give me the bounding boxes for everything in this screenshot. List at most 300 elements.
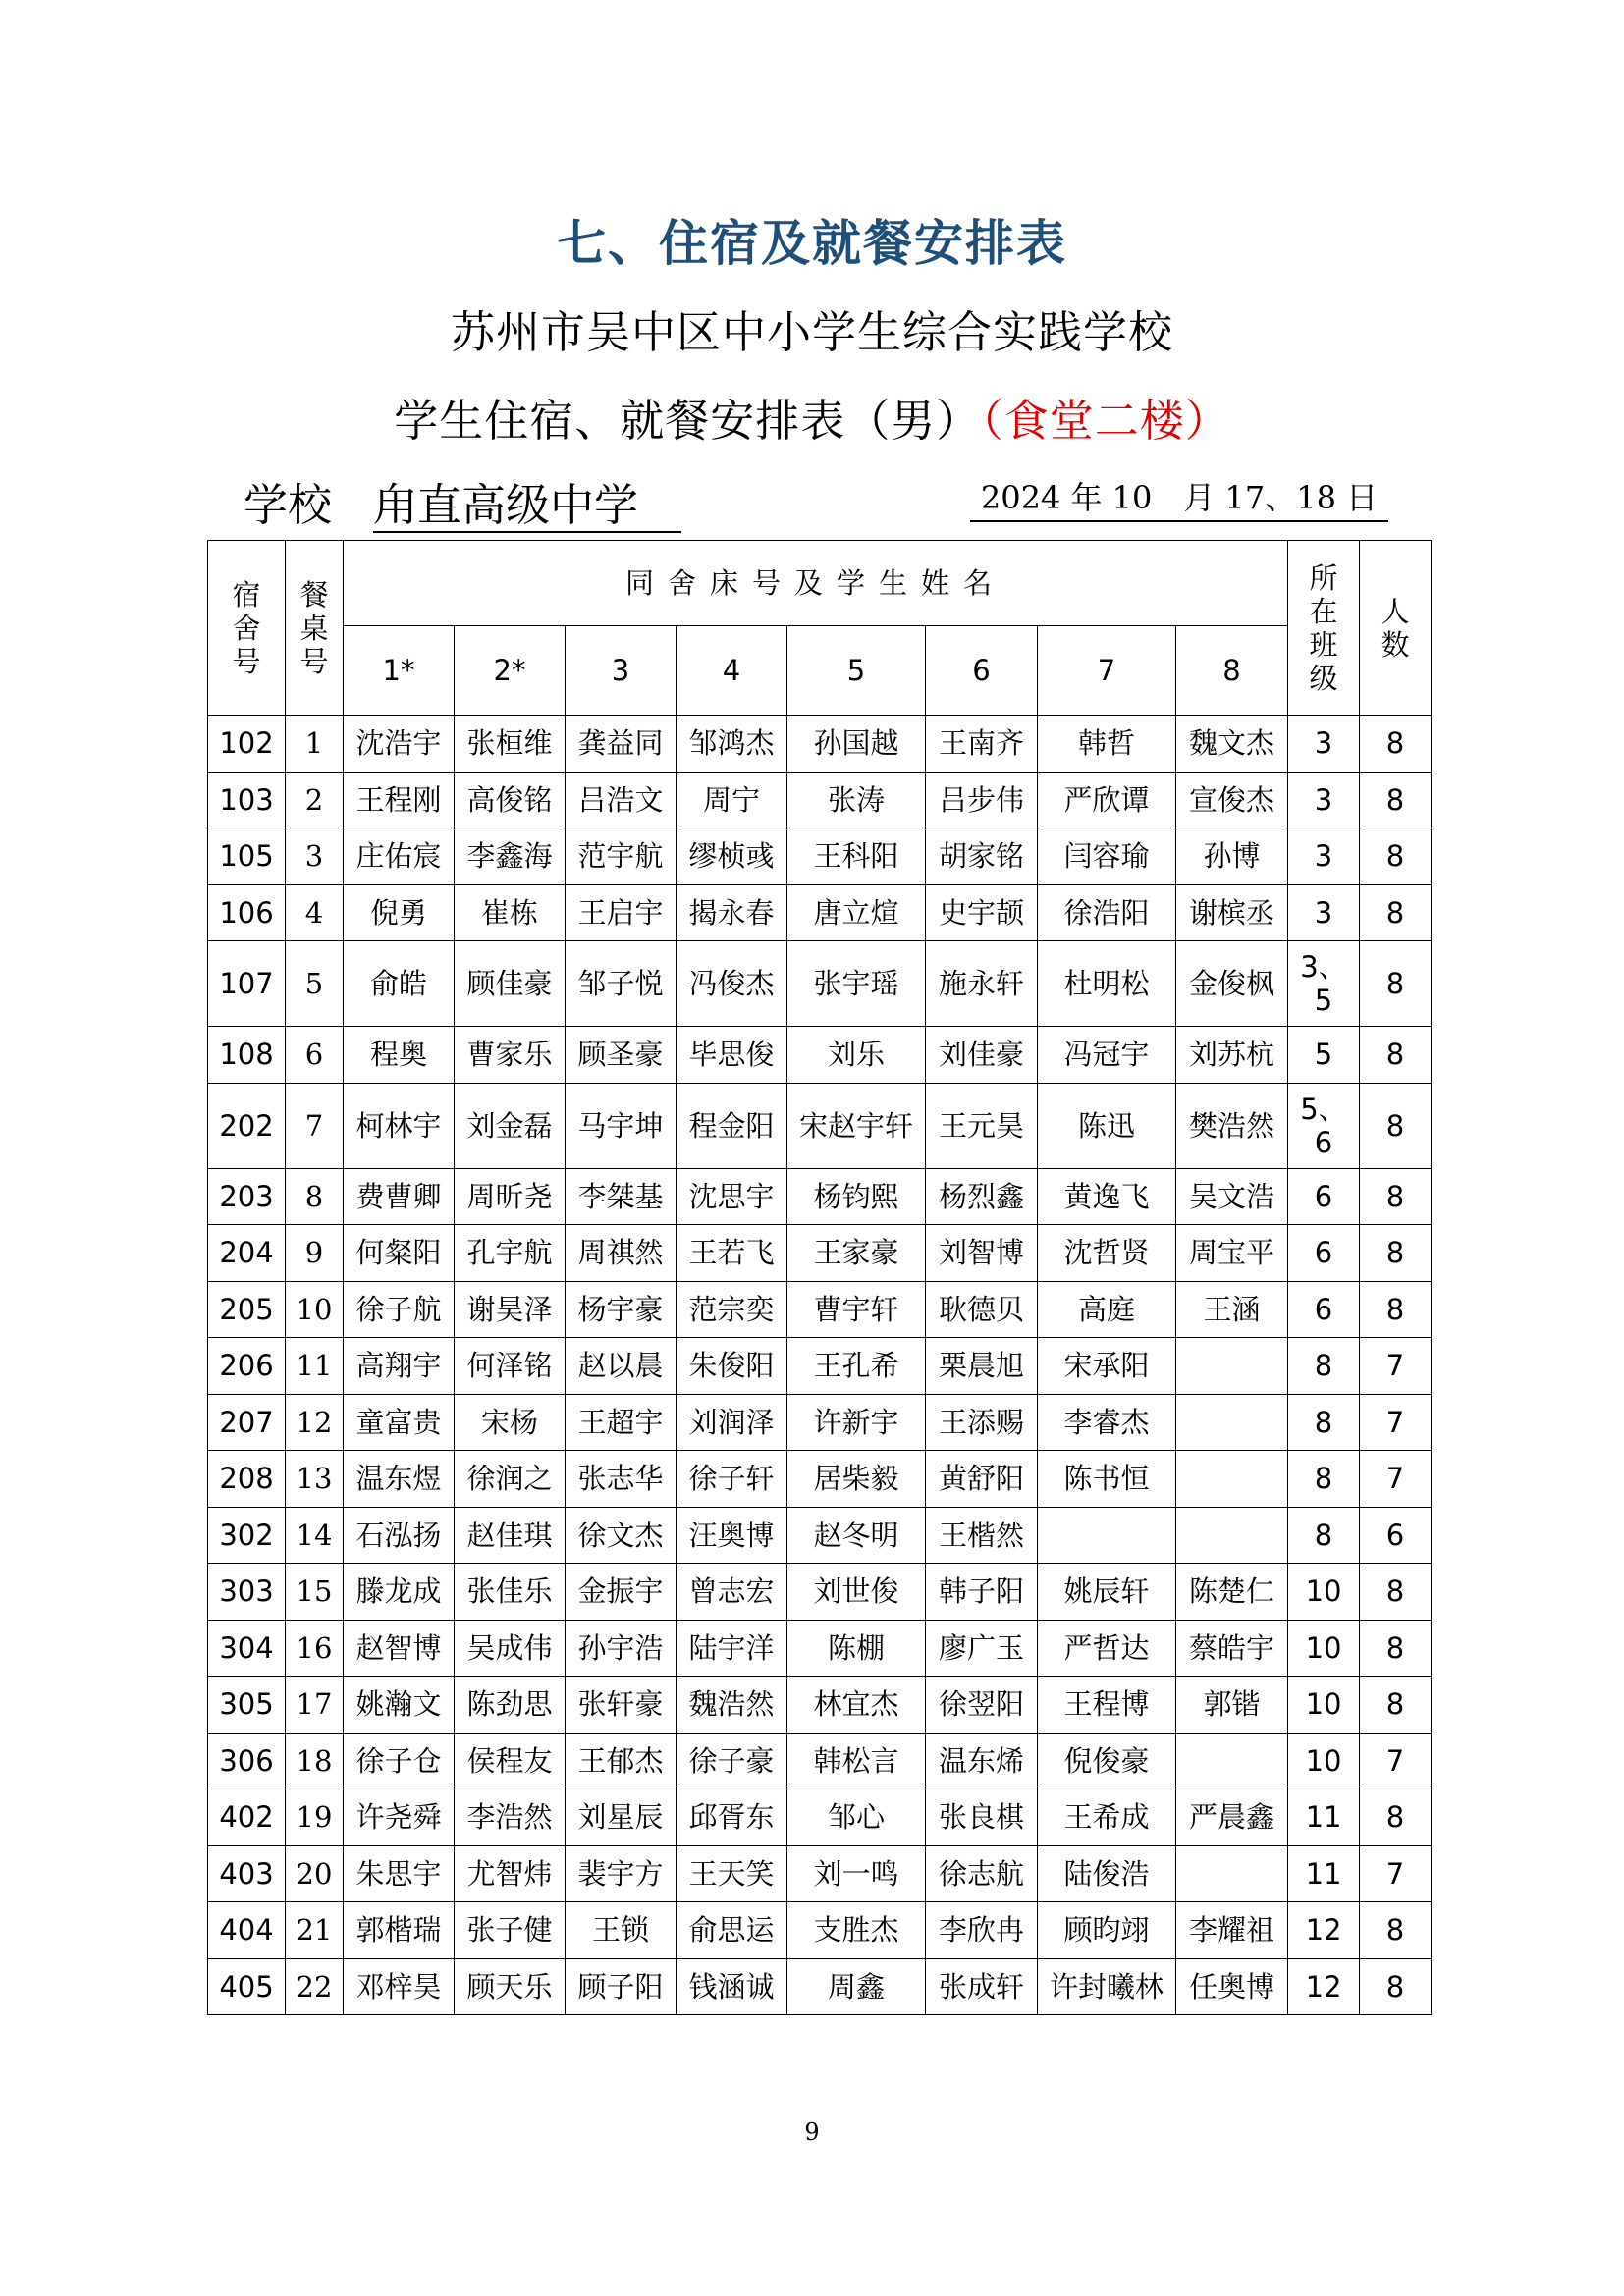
student-name: 范宗奕 (677, 1281, 787, 1338)
table-row (208, 1789, 1432, 1846)
student-name: 徐志航 (926, 1845, 1038, 1902)
header-count (1360, 541, 1432, 716)
student-name: 温东煜 (344, 1451, 455, 1508)
student-name: 赵佳琪 (455, 1507, 566, 1564)
student-name: 徐文杰 (566, 1507, 677, 1564)
student-name: 何粲阳 (344, 1225, 455, 1282)
table-row (208, 1507, 1432, 1564)
table-row (208, 884, 1432, 941)
table-row (208, 1225, 1432, 1282)
student-count: 8 (1360, 1083, 1432, 1168)
class-number: 10 (1288, 1564, 1360, 1621)
student-name: 刘金磊 (455, 1083, 566, 1168)
student-name: 邓梓昊 (344, 1958, 455, 2015)
student-count: 8 (1360, 1168, 1432, 1225)
student-name: 周宝平 (1176, 1225, 1288, 1282)
student-name: 赵冬明 (787, 1507, 926, 1564)
student-name: 许尧舜 (344, 1789, 455, 1846)
student-name (1176, 1733, 1288, 1789)
class-number: 10 (1288, 1620, 1360, 1677)
student-name: 李浩然 (455, 1789, 566, 1846)
student-name: 金振宇 (566, 1564, 677, 1621)
student-name: 胡家铭 (926, 828, 1038, 885)
student-count: 7 (1360, 1394, 1432, 1451)
student-name: 宋承阳 (1038, 1338, 1176, 1395)
dorm-number: 404 (208, 1902, 286, 1959)
student-name: 邱胥东 (677, 1789, 787, 1846)
student-name: 顾子阳 (566, 1958, 677, 2015)
table-row (208, 1168, 1432, 1225)
student-name: 刘乐 (787, 1027, 926, 1084)
student-count: 6 (1360, 1507, 1432, 1564)
student-name: 沈哲贤 (1038, 1225, 1176, 1282)
class-number: 11 (1288, 1845, 1360, 1902)
table-number: 5 (286, 941, 344, 1027)
student-name: 韩子阳 (926, 1564, 1038, 1621)
student-name: 郭楷瑞 (344, 1902, 455, 1959)
student-name: 刘星辰 (566, 1789, 677, 1846)
table-number: 9 (286, 1225, 344, 1282)
student-name: 俞皓 (344, 941, 455, 1027)
student-count: 8 (1360, 1620, 1432, 1677)
student-name: 王程刚 (344, 772, 455, 828)
class-number: 12 (1288, 1958, 1360, 2015)
table-row (208, 1958, 1432, 2015)
student-name: 王超宇 (566, 1394, 677, 1451)
page-title: 七、住宿及就餐安排表 (557, 215, 1067, 272)
student-name: 顾天乐 (455, 1958, 566, 2015)
header-bed-4: 4 (677, 626, 787, 716)
student-name: 邹鸿杰 (677, 716, 787, 773)
student-name: 赵以晨 (566, 1338, 677, 1395)
student-name: 陈楚仁 (1176, 1564, 1288, 1621)
student-name: 倪俊豪 (1038, 1733, 1176, 1789)
student-name: 谢昊泽 (455, 1281, 566, 1338)
student-name: 陈劲思 (455, 1677, 566, 1734)
student-name: 廖广玉 (926, 1620, 1038, 1677)
student-name: 倪勇 (344, 884, 455, 941)
student-name: 张桓维 (455, 716, 566, 773)
school-heading: 苏州市吴中区中小学生综合实践学校 (450, 306, 1173, 358)
student-name: 杜明松 (1038, 941, 1176, 1027)
class-number: 6 (1288, 1168, 1360, 1225)
header-dorm-label: 宿 舍 号 (232, 577, 261, 678)
student-name: 赵智博 (344, 1620, 455, 1677)
student-count: 8 (1360, 1789, 1432, 1846)
student-name: 曾志宏 (677, 1564, 787, 1621)
student-name: 施永轩 (926, 941, 1038, 1027)
student-name: 杨烈鑫 (926, 1168, 1038, 1225)
student-name: 徐子轩 (677, 1451, 787, 1508)
dorm-number: 108 (208, 1027, 286, 1084)
header-bed-6: 6 (926, 626, 1038, 716)
student-count: 8 (1360, 772, 1432, 828)
table-row (208, 772, 1432, 828)
student-name: 张子健 (455, 1902, 566, 1959)
class-number: 10 (1288, 1677, 1360, 1734)
student-name: 宣俊杰 (1176, 772, 1288, 828)
dorm-number: 103 (208, 772, 286, 828)
student-count: 8 (1360, 1027, 1432, 1084)
student-name: 尤智炜 (455, 1845, 566, 1902)
student-name: 揭永春 (677, 884, 787, 941)
student-name: 孙国越 (787, 716, 926, 773)
student-name: 顾佳豪 (455, 941, 566, 1027)
table-number: 15 (286, 1564, 344, 1621)
student-name: 王若飞 (677, 1225, 787, 1282)
table-number: 3 (286, 828, 344, 885)
student-count: 7 (1360, 1733, 1432, 1789)
student-name: 陈书恒 (1038, 1451, 1176, 1508)
class-number: 3 (1288, 884, 1360, 941)
student-name: 许新宇 (787, 1394, 926, 1451)
student-count: 8 (1360, 716, 1432, 773)
school-row (244, 469, 681, 533)
canteen-note: （食堂二楼） (981, 395, 1230, 447)
dorm-number: 403 (208, 1845, 286, 1902)
student-count: 8 (1360, 1281, 1432, 1338)
student-name: 王启宇 (566, 884, 677, 941)
header-dorm (208, 541, 286, 716)
student-name: 金俊枫 (1176, 941, 1288, 1027)
table-row (208, 1677, 1432, 1734)
class-number: 6 (1288, 1225, 1360, 1282)
dorm-table (207, 540, 1432, 2015)
student-name: 王孔希 (787, 1338, 926, 1395)
table-row (208, 1083, 1432, 1168)
class-number: 3 (1288, 828, 1360, 885)
student-name: 任奥博 (1176, 1958, 1288, 2015)
student-name: 严晨鑫 (1176, 1789, 1288, 1846)
student-name: 曹家乐 (455, 1027, 566, 1084)
student-name: 吕浩文 (566, 772, 677, 828)
student-name: 樊浩然 (1176, 1083, 1288, 1168)
class-number: 11 (1288, 1789, 1360, 1846)
student-count: 7 (1360, 1338, 1432, 1395)
student-count: 8 (1360, 884, 1432, 941)
student-name: 张涛 (787, 772, 926, 828)
student-name: 王程博 (1038, 1677, 1176, 1734)
table-number: 18 (286, 1733, 344, 1789)
student-name: 童富贵 (344, 1394, 455, 1451)
header-table (286, 541, 344, 716)
class-number: 8 (1288, 1338, 1360, 1395)
table-row (208, 1281, 1432, 1338)
table-number: 4 (286, 884, 344, 941)
dorm-number: 304 (208, 1620, 286, 1677)
student-name: 居柴毅 (787, 1451, 926, 1508)
bed-number-row (208, 626, 1432, 716)
student-count: 8 (1360, 1225, 1432, 1282)
student-name: 陆宇洋 (677, 1620, 787, 1677)
table-number: 1 (286, 716, 344, 773)
table-heading (0, 385, 1624, 449)
student-name (1176, 1507, 1288, 1564)
dorm-number: 202 (208, 1083, 286, 1168)
student-name: 刘世俊 (787, 1564, 926, 1621)
table-number: 10 (286, 1281, 344, 1338)
header-bed-3: 3 (566, 626, 677, 716)
student-name: 魏文杰 (1176, 716, 1288, 773)
table-row (208, 1451, 1432, 1508)
school-label: 学校 (244, 479, 333, 531)
table-number: 20 (286, 1845, 344, 1902)
student-name: 王科阳 (787, 828, 926, 885)
student-name: 韩松言 (787, 1733, 926, 1789)
class-number: 3 (1288, 716, 1360, 773)
student-name: 孙博 (1176, 828, 1288, 885)
table-number: 7 (286, 1083, 344, 1168)
student-name: 高庭 (1038, 1281, 1176, 1338)
student-name: 林宜杰 (787, 1677, 926, 1734)
class-number: 3、 5 (1288, 941, 1360, 1027)
student-name: 杨钧熙 (787, 1168, 926, 1225)
student-name: 范宇航 (566, 828, 677, 885)
table-number: 8 (286, 1168, 344, 1225)
student-count: 8 (1360, 1677, 1432, 1734)
table-row (208, 1845, 1432, 1902)
student-name: 徐浩阳 (1038, 884, 1176, 941)
student-count: 8 (1360, 828, 1432, 885)
dorm-number: 205 (208, 1281, 286, 1338)
student-name: 徐润之 (455, 1451, 566, 1508)
student-name: 李欣冉 (926, 1902, 1038, 1959)
table-number: 16 (286, 1620, 344, 1677)
header-bed-2: 2* (455, 626, 566, 716)
student-name: 顾圣豪 (566, 1027, 677, 1084)
table-number: 2 (286, 772, 344, 828)
student-count: 8 (1360, 1958, 1432, 2015)
dorm-number: 204 (208, 1225, 286, 1282)
student-name: 李睿杰 (1038, 1394, 1176, 1451)
student-name: 徐子航 (344, 1281, 455, 1338)
student-name: 王楷然 (926, 1507, 1038, 1564)
student-name: 刘智博 (926, 1225, 1038, 1282)
student-count: 8 (1360, 941, 1432, 1027)
student-count: 7 (1360, 1845, 1432, 1902)
header-table-label: 餐 桌 号 (299, 577, 329, 678)
student-name: 张轩豪 (566, 1677, 677, 1734)
student-name: 韩哲 (1038, 716, 1176, 773)
student-name: 支胜杰 (787, 1902, 926, 1959)
class-number: 10 (1288, 1733, 1360, 1789)
student-name: 栗晨旭 (926, 1338, 1038, 1395)
student-name: 朱俊阳 (677, 1338, 787, 1395)
student-name: 高俊铭 (455, 772, 566, 828)
header-bed-5: 5 (787, 626, 926, 716)
header-class-label: 所 在 班 级 (1309, 561, 1338, 695)
table-number: 13 (286, 1451, 344, 1508)
table-number: 14 (286, 1507, 344, 1564)
dorm-number: 107 (208, 941, 286, 1027)
dorm-number: 402 (208, 1789, 286, 1846)
student-count: 8 (1360, 1564, 1432, 1621)
student-name: 石泓扬 (344, 1507, 455, 1564)
student-name: 魏浩然 (677, 1677, 787, 1734)
dorm-number: 405 (208, 1958, 286, 2015)
student-name: 马宇坤 (566, 1083, 677, 1168)
student-name: 顾昀翊 (1038, 1902, 1176, 1959)
student-name: 何泽铭 (455, 1338, 566, 1395)
student-name: 朱思宇 (344, 1845, 455, 1902)
student-name: 周祺然 (566, 1225, 677, 1282)
dorm-number: 105 (208, 828, 286, 885)
student-name: 周宁 (677, 772, 787, 828)
date-field: 2024 年 10 月 17、18 日 (970, 475, 1388, 522)
student-name: 严哲达 (1038, 1620, 1176, 1677)
student-name: 温东烯 (926, 1733, 1038, 1789)
dorm-number: 206 (208, 1338, 286, 1395)
header-roommates: 同舍床号及学生姓名 (344, 541, 1288, 626)
student-name: 沈思宇 (677, 1168, 787, 1225)
student-name: 沈浩宇 (344, 716, 455, 773)
class-number: 6 (1288, 1281, 1360, 1338)
student-name: 冯俊杰 (677, 941, 787, 1027)
student-name: 王锁 (566, 1902, 677, 1959)
student-name: 俞思运 (677, 1902, 787, 1959)
dorm-number: 203 (208, 1168, 286, 1225)
dorm-number: 106 (208, 884, 286, 941)
table-number: 19 (286, 1789, 344, 1846)
student-name: 龚益同 (566, 716, 677, 773)
student-name: 曹宇轩 (787, 1281, 926, 1338)
student-name: 邹心 (787, 1789, 926, 1846)
student-name: 孙宇浩 (566, 1620, 677, 1677)
student-name: 庄佑宸 (344, 828, 455, 885)
header-bed-7: 7 (1038, 626, 1176, 716)
class-number: 8 (1288, 1451, 1360, 1508)
student-name: 王南齐 (926, 716, 1038, 773)
dorm-number: 102 (208, 716, 286, 773)
student-name: 李耀祖 (1176, 1902, 1288, 1959)
student-name: 王添赐 (926, 1394, 1038, 1451)
student-name (1038, 1507, 1176, 1564)
student-name: 陆俊浩 (1038, 1845, 1176, 1902)
table-row (208, 1902, 1432, 1959)
student-name: 张良棋 (926, 1789, 1038, 1846)
student-name: 杨宇豪 (566, 1281, 677, 1338)
student-name: 宋赵宇轩 (787, 1083, 926, 1168)
student-name: 崔栋 (455, 884, 566, 941)
table-number: 6 (286, 1027, 344, 1084)
student-name: 吕步伟 (926, 772, 1038, 828)
student-name: 王希成 (1038, 1789, 1176, 1846)
class-number: 8 (1288, 1507, 1360, 1564)
student-name: 刘苏杭 (1176, 1027, 1288, 1084)
student-name: 许封曦林 (1038, 1958, 1176, 2015)
header-bed-8: 8 (1176, 626, 1288, 716)
student-name: 徐子仓 (344, 1733, 455, 1789)
student-name: 姚辰轩 (1038, 1564, 1176, 1621)
student-name: 滕龙成 (344, 1564, 455, 1621)
table-row (208, 716, 1432, 773)
student-name: 毕思俊 (677, 1027, 787, 1084)
student-name: 邹子悦 (566, 941, 677, 1027)
student-name: 郭锴 (1176, 1677, 1288, 1734)
class-number: 8 (1288, 1394, 1360, 1451)
student-name: 张志华 (566, 1451, 677, 1508)
student-name: 刘佳豪 (926, 1027, 1038, 1084)
student-name: 张宇瑶 (787, 941, 926, 1027)
student-name: 王元昊 (926, 1083, 1038, 1168)
dorm-number: 207 (208, 1394, 286, 1451)
table-row (208, 1394, 1432, 1451)
class-number: 12 (1288, 1902, 1360, 1959)
student-name: 刘一鸣 (787, 1845, 926, 1902)
table-row (208, 1027, 1432, 1084)
student-name: 黄舒阳 (926, 1451, 1038, 1508)
page-number: 9 (804, 2118, 820, 2146)
student-name (1176, 1394, 1288, 1451)
student-name: 柯林宇 (344, 1083, 455, 1168)
student-name: 王涵 (1176, 1281, 1288, 1338)
student-count: 8 (1360, 1902, 1432, 1959)
school-name: 甪直高级中学 (373, 480, 681, 533)
student-name: 谢槟丞 (1176, 884, 1288, 941)
dorm-number: 302 (208, 1507, 286, 1564)
header-class (1288, 541, 1360, 716)
student-name: 周昕尧 (455, 1168, 566, 1225)
student-name: 缪桢彧 (677, 828, 787, 885)
table-number: 21 (286, 1902, 344, 1959)
class-number: 5 (1288, 1027, 1360, 1084)
student-name: 汪奥博 (677, 1507, 787, 1564)
table-row (208, 1733, 1432, 1789)
student-count: 7 (1360, 1451, 1432, 1508)
student-name: 黄逸飞 (1038, 1168, 1176, 1225)
student-name: 王天笑 (677, 1845, 787, 1902)
student-name: 闫容瑜 (1038, 828, 1176, 885)
dorm-number: 303 (208, 1564, 286, 1621)
student-name: 侯程友 (455, 1733, 566, 1789)
dorm-table-body (208, 716, 1432, 2015)
student-name: 费曹卿 (344, 1168, 455, 1225)
student-name: 姚瀚文 (344, 1677, 455, 1734)
dorm-number: 208 (208, 1451, 286, 1508)
student-name: 冯冠宇 (1038, 1027, 1176, 1084)
table-row (208, 1338, 1432, 1395)
table-number: 17 (286, 1677, 344, 1734)
table-row (208, 941, 1432, 1027)
student-name: 李鑫海 (455, 828, 566, 885)
table-number: 22 (286, 1958, 344, 2015)
student-name: 徐子豪 (677, 1733, 787, 1789)
student-name: 周鑫 (787, 1958, 926, 2015)
student-name: 吴成伟 (455, 1620, 566, 1677)
student-name: 孔宇航 (455, 1225, 566, 1282)
student-name: 王郁杰 (566, 1733, 677, 1789)
table-row (208, 828, 1432, 885)
header-count-label: 人 数 (1380, 594, 1410, 662)
student-name: 宋杨 (455, 1394, 566, 1451)
class-number: 5、 6 (1288, 1083, 1360, 1168)
table-row (208, 1564, 1432, 1621)
student-name: 李桀基 (566, 1168, 677, 1225)
student-name: 徐翌阳 (926, 1677, 1038, 1734)
student-name: 刘润泽 (677, 1394, 787, 1451)
student-name: 耿德贝 (926, 1281, 1038, 1338)
table-row (208, 1620, 1432, 1677)
student-name: 史宇颉 (926, 884, 1038, 941)
table-heading-main: 学生住宿、就餐安排表（男） (394, 395, 982, 447)
student-name: 张成轩 (926, 1958, 1038, 2015)
student-name (1176, 1338, 1288, 1395)
header-bed-1: 1* (344, 626, 455, 716)
student-name: 吴文浩 (1176, 1168, 1288, 1225)
student-name: 王家豪 (787, 1225, 926, 1282)
table-number: 11 (286, 1338, 344, 1395)
dorm-number: 305 (208, 1677, 286, 1734)
